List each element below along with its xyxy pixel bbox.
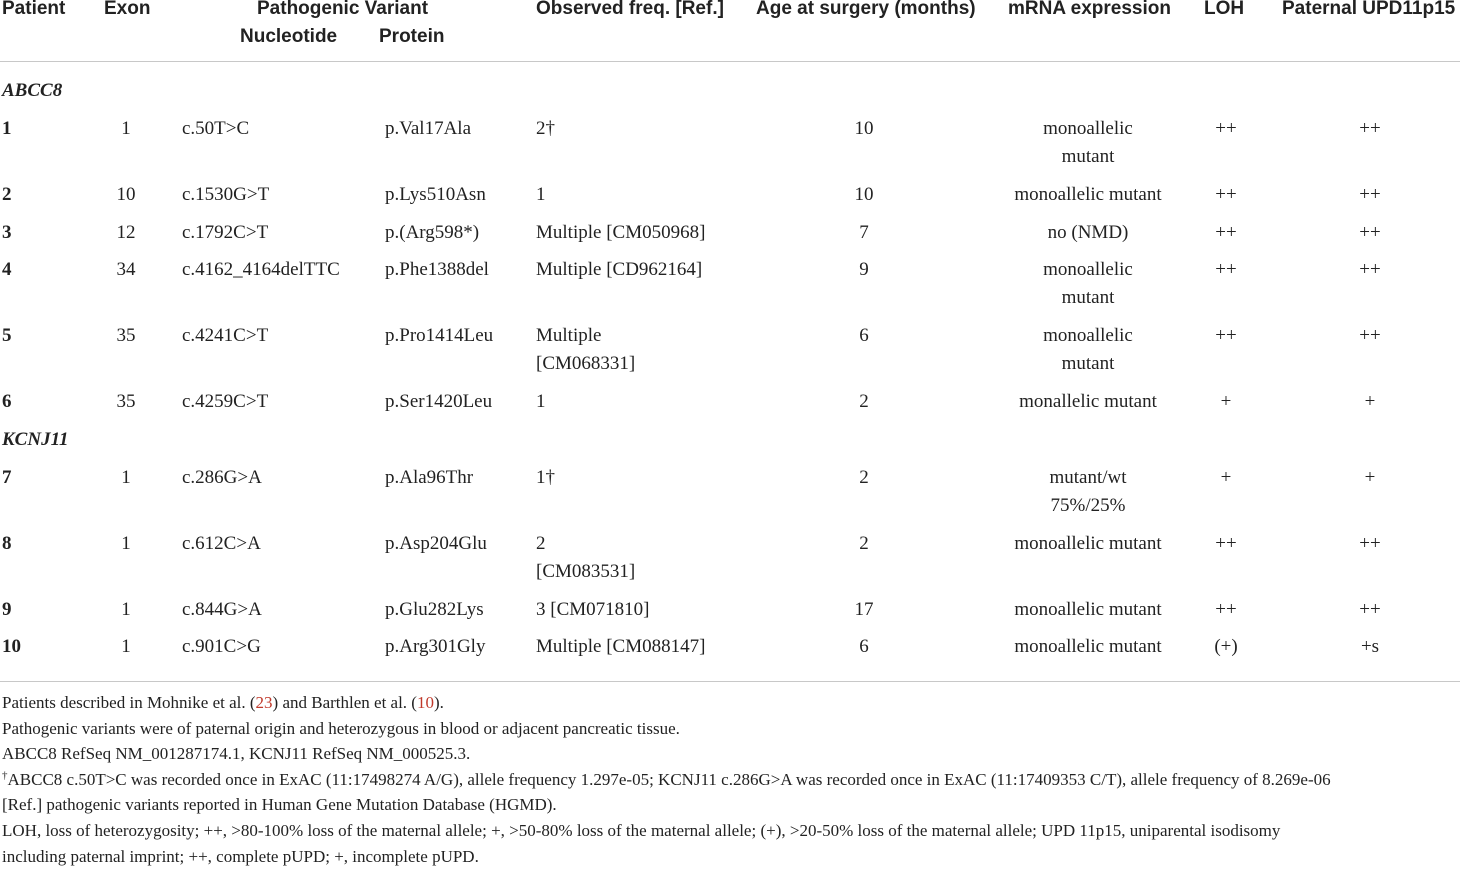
upd-cell: ++ bbox=[1359, 598, 1381, 620]
upd-cell: + bbox=[1364, 466, 1376, 488]
age-cell: 6 bbox=[859, 325, 869, 346]
exon-cell: 35 bbox=[116, 325, 136, 346]
loh-cell: + bbox=[1220, 391, 1232, 412]
protein-cell: p.Lys510Asn bbox=[385, 184, 486, 205]
exon-cell: 1 bbox=[121, 636, 131, 657]
header-mrna-expression: mRNA expression bbox=[1008, 0, 1171, 19]
exon-cell: 1 bbox=[121, 532, 131, 554]
header-exon: Exon bbox=[104, 0, 151, 19]
upd-cell: ++ bbox=[1359, 184, 1381, 205]
header-paternal-upd: Paternal UPD11p15 bbox=[1282, 0, 1456, 19]
footnote-loh-definition: LOH, loss of heterozygosity; ++, >80-100% loss of the maternal allele; +, >50-80% loss of the maternal allele; (+), >20-50% loss of the maternal allele; UPD 11p15, uniparental isodisomy bbox=[2, 821, 1281, 840]
patient-id: 8 bbox=[2, 532, 12, 554]
patient-id: 3 bbox=[2, 221, 12, 243]
footnote-patients: Patients described in Mohnike et al. (23) and Barthlen et al. (10). bbox=[2, 693, 444, 712]
reference-link-23[interactable]: 23 bbox=[255, 693, 273, 712]
nucleotide-cell: c.901C>G bbox=[182, 636, 261, 657]
footer-rule bbox=[0, 681, 1460, 682]
protein-cell: p.Glu282Lys bbox=[385, 598, 484, 620]
mrna-expression-cell: mutant bbox=[1061, 353, 1115, 374]
mrna-expression-cell: monoallelic bbox=[1043, 259, 1133, 280]
age-cell: 10 bbox=[854, 118, 874, 139]
loh-cell: ++ bbox=[1215, 259, 1237, 280]
loh-cell: ++ bbox=[1215, 118, 1237, 139]
loh-cell: ++ bbox=[1215, 325, 1237, 346]
observed-freq-cell: 1 bbox=[536, 391, 546, 412]
observed-freq-cell: [CM083531] bbox=[536, 560, 636, 582]
loh-cell: (+) bbox=[1214, 636, 1238, 657]
exon-cell: 34 bbox=[116, 259, 136, 280]
nucleotide-cell: c.4162_4164delTTC bbox=[182, 259, 340, 280]
gene-group-label: ABCC8 bbox=[2, 80, 63, 101]
header-patient: Patient bbox=[2, 0, 66, 19]
age-cell: 6 bbox=[859, 636, 869, 657]
footnote-refseq: ABCC8 RefSeq NM_001287174.1, KCNJ11 RefSeq NM_000525.3. bbox=[2, 744, 471, 763]
mrna-expression-cell: mutant bbox=[1061, 146, 1115, 167]
header-loh: LOH bbox=[1204, 0, 1245, 19]
age-cell: 2 bbox=[859, 466, 869, 488]
header-observed-freq: Observed freq. [Ref.] bbox=[536, 0, 724, 19]
mrna-expression-cell: monoallelic bbox=[1043, 325, 1133, 346]
exon-cell: 10 bbox=[116, 184, 136, 205]
observed-freq-cell: 3 [CM071810] bbox=[536, 598, 650, 620]
observed-freq-cell: 2 bbox=[536, 532, 546, 554]
age-cell: 17 bbox=[854, 598, 874, 620]
observed-freq-cell: Multiple [CD962164] bbox=[536, 259, 703, 280]
loh-cell: ++ bbox=[1215, 221, 1237, 243]
mrna-expression-cell: monoallelic mutant bbox=[1014, 532, 1162, 554]
header-protein: Protein bbox=[379, 26, 445, 47]
upd-cell: +s bbox=[1360, 636, 1380, 657]
upd-cell: ++ bbox=[1359, 118, 1381, 139]
upd-cell: + bbox=[1364, 391, 1376, 412]
nucleotide-cell: c.4259C>T bbox=[182, 391, 269, 412]
upd-cell: ++ bbox=[1359, 221, 1381, 243]
upd-cell: ++ bbox=[1359, 259, 1381, 280]
observed-freq-cell: 2† bbox=[536, 118, 555, 139]
age-cell: 2 bbox=[859, 391, 869, 412]
exon-cell: 1 bbox=[121, 118, 131, 139]
patient-id: 10 bbox=[2, 636, 21, 657]
exon-cell: 35 bbox=[116, 391, 136, 412]
observed-freq-cell: [CM068331] bbox=[536, 353, 636, 374]
nucleotide-cell: c.1792C>T bbox=[182, 221, 269, 243]
nucleotide-cell: c.4241C>T bbox=[182, 325, 269, 346]
loh-cell: ++ bbox=[1215, 184, 1237, 205]
patient-id: 7 bbox=[2, 466, 12, 488]
nucleotide-cell: c.844G>A bbox=[182, 598, 262, 620]
patient-id: 5 bbox=[2, 325, 12, 346]
patient-id: 2 bbox=[2, 184, 12, 205]
mrna-expression-cell: 75%/25% bbox=[1050, 494, 1126, 516]
mrna-expression-cell: mutant bbox=[1061, 287, 1115, 308]
age-cell: 7 bbox=[859, 221, 869, 243]
patient-id: 4 bbox=[2, 259, 12, 280]
mrna-expression-cell: no (NMD) bbox=[1047, 221, 1129, 243]
age-cell: 9 bbox=[859, 259, 869, 280]
mrna-expression-cell: mutant/wt bbox=[1049, 466, 1127, 488]
protein-cell: p.(Arg598*) bbox=[385, 221, 480, 243]
observed-freq-cell: 1† bbox=[536, 466, 555, 488]
patient-id: 1 bbox=[2, 118, 12, 139]
footnote-upd-definition: including paternal imprint; ++, complete pUPD; +, incomplete pUPD. bbox=[2, 847, 479, 866]
mrna-expression-cell: monoallelic mutant bbox=[1014, 184, 1162, 205]
observed-freq-cell: Multiple [CM088147] bbox=[536, 636, 706, 657]
patient-id: 9 bbox=[2, 598, 12, 620]
header-pathogenic-variant: Pathogenic Variant bbox=[257, 0, 429, 19]
protein-cell: p.Ala96Thr bbox=[385, 466, 474, 488]
nucleotide-cell: c.50T>C bbox=[182, 118, 250, 139]
upd-cell: ++ bbox=[1359, 325, 1381, 346]
nucleotide-cell: c.286G>A bbox=[182, 466, 262, 488]
loh-cell: ++ bbox=[1215, 598, 1237, 620]
footnote-origin: Pathogenic variants were of paternal origin and heterozygous in blood or adjacent pancreatic tissue. bbox=[2, 719, 680, 738]
nucleotide-cell: c.1530G>T bbox=[182, 184, 270, 205]
exon-cell: 12 bbox=[116, 221, 136, 243]
mrna-expression-cell: monallelic mutant bbox=[1019, 391, 1157, 412]
header-age-at-surgery: Age at surgery (months) bbox=[756, 0, 976, 19]
exon-cell: 1 bbox=[121, 466, 131, 488]
footnote-hgmd: [Ref.] pathogenic variants reported in Human Gene Mutation Database (HGMD). bbox=[2, 795, 557, 814]
header-rule bbox=[0, 61, 1460, 62]
observed-freq-cell: 1 bbox=[536, 184, 546, 205]
patient-id: 6 bbox=[2, 391, 12, 412]
protein-cell: p.Phe1388del bbox=[385, 259, 489, 280]
observed-freq-cell: Multiple [CM050968] bbox=[536, 221, 706, 243]
age-cell: 10 bbox=[854, 184, 874, 205]
protein-cell: p.Asp204Glu bbox=[385, 532, 487, 554]
protein-cell: p.Pro1414Leu bbox=[385, 325, 494, 346]
observed-freq-cell: Multiple bbox=[536, 325, 602, 346]
gene-group-label: KCNJ11 bbox=[2, 428, 69, 450]
reference-link-10[interactable]: 10 bbox=[416, 693, 434, 712]
exon-cell: 1 bbox=[121, 598, 131, 620]
loh-cell: ++ bbox=[1215, 532, 1237, 554]
nucleotide-cell: c.612C>A bbox=[182, 532, 261, 554]
mrna-expression-cell: monoallelic mutant bbox=[1014, 598, 1162, 620]
header-nucleotide: Nucleotide bbox=[240, 26, 338, 47]
upd-cell: ++ bbox=[1359, 532, 1381, 554]
loh-cell: + bbox=[1220, 466, 1232, 488]
age-cell: 2 bbox=[859, 532, 869, 554]
mrna-expression-cell: monoallelic bbox=[1043, 118, 1133, 139]
mrna-expression-cell: monoallelic mutant bbox=[1014, 636, 1162, 657]
footnote-exac: †ABCC8 c.50T>C was recorded once in ExAC (11:17498274 A/G), allele frequency 1.297e-05; KCNJ11 c.286G>A was recorded once in ExAC (11:17409353 C/T), allele frequency of 8.269e-06 bbox=[2, 769, 1331, 789]
protein-cell: p.Arg301Gly bbox=[385, 636, 486, 657]
protein-cell: p.Val17Ala bbox=[385, 118, 472, 139]
protein-cell: p.Ser1420Leu bbox=[385, 391, 493, 412]
